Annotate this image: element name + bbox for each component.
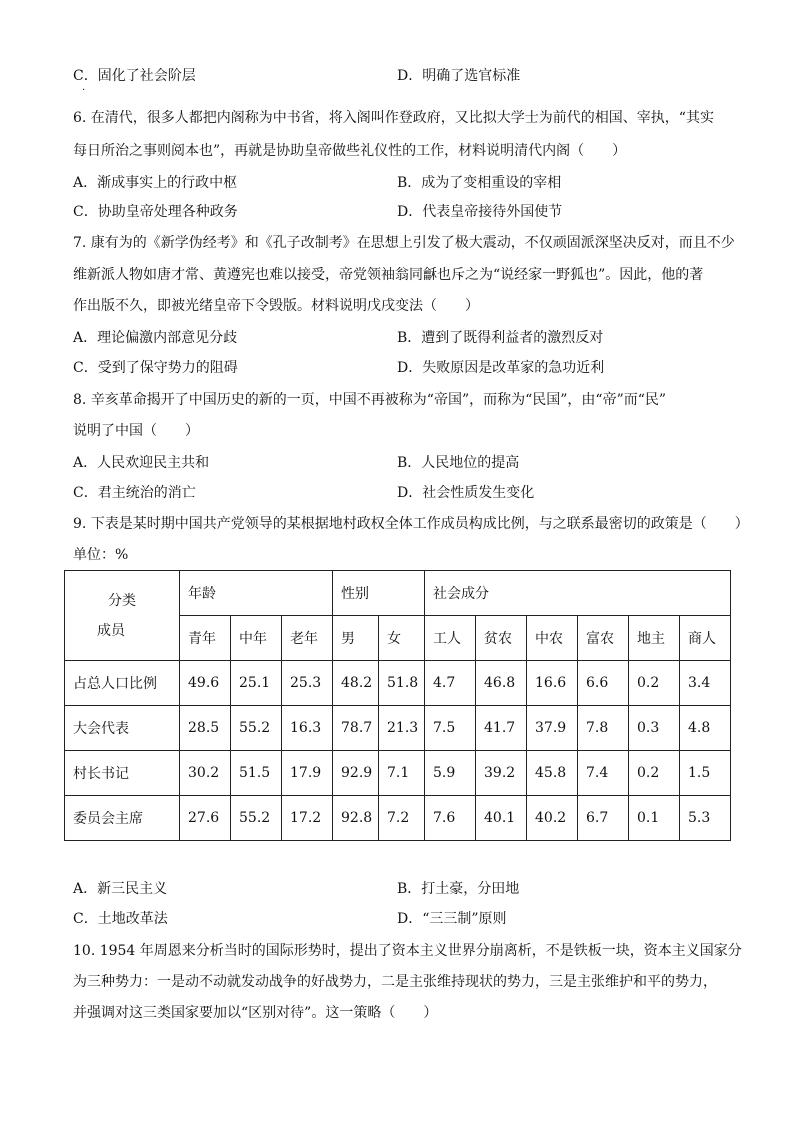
q9-stem-line1: 9. 下表是某时期中国共产党领导的某根据地村政权全体工作成员构成比例，与之联系最密切的政策是（ ）: [73, 516, 749, 532]
table-cell: 17.2: [282, 796, 333, 841]
subheader-cell: 工人: [425, 616, 476, 661]
q7-option-a: A．理论偏激内部意见分歧: [73, 330, 238, 346]
table-cell: 51.5: [231, 751, 282, 796]
table-cell: 45.8: [527, 751, 578, 796]
subheader-cell: 地主: [629, 616, 680, 661]
table-row: [65, 661, 731, 706]
table-cell: 28.5: [180, 706, 231, 751]
table-cell: 21.3: [379, 706, 425, 751]
q9-option-d: D．“三三制”原则: [397, 911, 507, 927]
q7-option-d: D．失败原因是改革家的急功近利: [397, 360, 605, 376]
subheader-cell: 贫农: [476, 616, 527, 661]
q9-unit: 单位：%: [73, 547, 129, 563]
table-cell: 5.9: [425, 751, 476, 796]
q10-stem-line2: 为三种势力：一是动不动就发动战争的好战势力，二是主张维持现状的势力，三是主张维护和平的势力，: [73, 974, 717, 990]
corner-top-label: 分类: [108, 592, 136, 609]
table-cell: 25.1: [231, 661, 282, 706]
table-cell: 0.1: [629, 796, 680, 841]
q7-stem-line2: 维新派人物如唐才常、黄遵宪也难以接受，帝党领袖翁同龢也斥之为“说经家一野狐也”。因此，他的著: [73, 267, 704, 283]
subheader-cell: 中年: [231, 616, 282, 661]
q7-stem-line1: 7. 康有为的《新学伪经考》和《孔子改制考》在思想上引发了极大震动，不仅顽固派深坚决反对，而且不少: [73, 235, 735, 251]
q9-option-a: A．新三民主义: [73, 881, 168, 897]
table-cell: 6.7: [578, 796, 629, 841]
table-cell: 51.8: [379, 661, 425, 706]
table-cell: 7.1: [379, 751, 425, 796]
table-cell: 40.1: [476, 796, 527, 841]
subheader-cell: 青年: [180, 616, 231, 661]
row-label: 占总人口比例: [65, 661, 180, 706]
subheader-cell: 中农: [527, 616, 578, 661]
table-row: [65, 751, 731, 796]
table-cell: 49.6: [180, 661, 231, 706]
subheader-cell: 商人: [680, 616, 731, 661]
q10-stem-line3: 并强调对这三类国家要加以“区别对待”。这一策略（ ）: [73, 1005, 438, 1021]
table-cell: 0.2: [629, 751, 680, 796]
table-cell: 7.2: [379, 796, 425, 841]
table-cell: 4.8: [680, 706, 731, 751]
q8-option-c: C．君主统治的消亡: [73, 485, 196, 501]
q5-option-c: C．固化了社会阶层: [73, 68, 196, 84]
table-cell: 1.5: [680, 751, 731, 796]
table-cell: 37.9: [527, 706, 578, 751]
subheader-cell: 男: [333, 616, 379, 661]
table-cell: 39.2: [476, 751, 527, 796]
q6-option-c: C．协助皇帝处理各种政务: [73, 204, 238, 220]
corner-bottom-label: 成员: [97, 622, 125, 639]
table-cell: 40.2: [527, 796, 578, 841]
table-cell: 25.3: [282, 661, 333, 706]
table-cell: 17.9: [282, 751, 333, 796]
table-cell: 16.6: [527, 661, 578, 706]
table-cell: 4.7: [425, 661, 476, 706]
table-cell: 3.4: [680, 661, 731, 706]
subheader-cell: 女: [379, 616, 425, 661]
q8-option-d: D．社会性质发生变化: [397, 485, 535, 501]
group-header-class: 社会成分: [425, 571, 731, 616]
table-cell: 6.6: [578, 661, 629, 706]
table-cell: 78.7: [333, 706, 379, 751]
q7-stem-line3: 作出版不久，即被光绪皇帝下令毁版。材料说明戊戌变法（ ）: [73, 298, 479, 314]
q8-stem-line1: 8. 辛亥革命揭开了中国历史的新的一页，中国不再被称为“帝国”，而称为“民国”，由“帝”而“民”: [73, 392, 667, 408]
q6-option-a: A．渐成事实上的行政中枢: [73, 175, 238, 191]
q6-option-d: D．代表皇帝接待外国使节: [397, 204, 563, 220]
q6-stem-line2: 每日所治之事则阅本也”，再就是协助皇帝做些礼仪性的工作，材料说明清代内阁（ ）: [73, 143, 627, 159]
table-cell: 16.3: [282, 706, 333, 751]
q5-option-d: D．明确了选官标准: [397, 68, 521, 84]
table-row: [65, 706, 731, 751]
q9-option-c: C．土地改革法: [73, 911, 168, 927]
table-cell: 27.6: [180, 796, 231, 841]
q8-stem-line2: 说明了中国（ ）: [73, 423, 199, 439]
q6-option-b: B．成为了变相重设的宰相: [397, 175, 562, 191]
row-label: 委员会主席: [65, 796, 180, 841]
table-cell: 7.6: [425, 796, 476, 841]
stray-mark: ·: [82, 85, 86, 96]
q8-option-a: A．人民欢迎民主共和: [73, 455, 210, 471]
table-cell: 92.9: [333, 751, 379, 796]
subheader-cell: 老年: [282, 616, 333, 661]
q9-option-b: B．打土豪，分田地: [397, 881, 520, 897]
q6-stem-line1: 6. 在清代，很多人都把内阁称为中书省，将入阁叫作登政府，又比拟大学士为前代的相国、宰执，“其实: [73, 110, 714, 126]
group-header-age: 年龄: [180, 571, 333, 616]
table-cell: 7.5: [425, 706, 476, 751]
table-cell: 55.2: [231, 706, 282, 751]
composition-table: [64, 570, 731, 841]
row-label: 村长书记: [65, 751, 180, 796]
q8-option-b: B．人民地位的提高: [397, 455, 520, 471]
table-cell: 46.8: [476, 661, 527, 706]
table-corner-cell: [65, 571, 180, 661]
table-cell: 5.3: [680, 796, 731, 841]
table-cell: 55.2: [231, 796, 282, 841]
q7-option-b: B．遭到了既得利益者的激烈反对: [397, 330, 604, 346]
table-cell: 41.7: [476, 706, 527, 751]
row-label: 大会代表: [65, 706, 180, 751]
table-cell: 7.8: [578, 706, 629, 751]
table-row: [65, 796, 731, 841]
table-cell: 0.2: [629, 661, 680, 706]
table-cell: 48.2: [333, 661, 379, 706]
table-cell: 92.8: [333, 796, 379, 841]
q10-stem-line1: 10. 1954 年周恩来分析当时的国际形势时，提出了资本主义世界分崩离析，不是铁板一块，资本主义国家分: [73, 943, 742, 959]
group-header-gender: 性别: [333, 571, 425, 616]
q7-option-c: C．受到了保守势力的阻碍: [73, 360, 238, 376]
table-cell: 7.4: [578, 751, 629, 796]
table-cell: 0.3: [629, 706, 680, 751]
table-cell: 30.2: [180, 751, 231, 796]
table-header-row: [65, 571, 731, 616]
subheader-cell: 富农: [578, 616, 629, 661]
